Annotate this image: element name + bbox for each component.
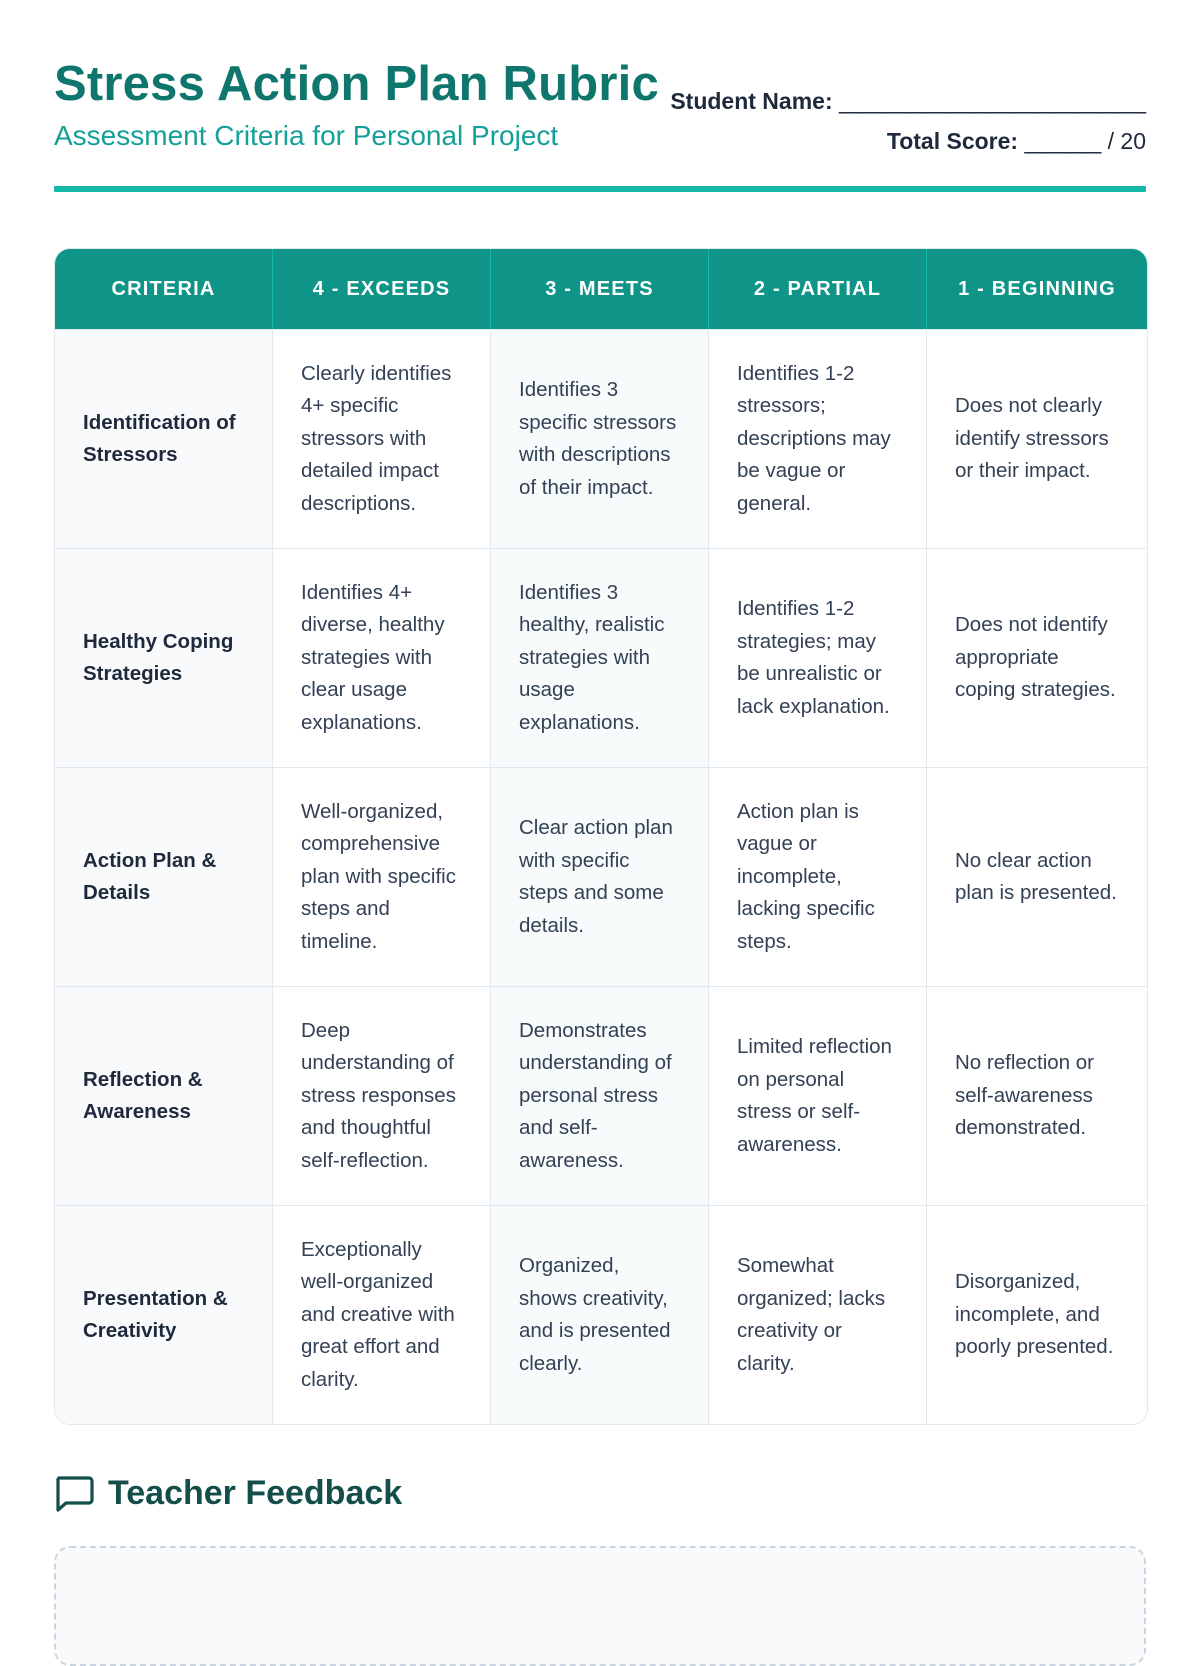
rubric-table bbox=[54, 248, 1148, 1425]
table-row bbox=[55, 1205, 1147, 1424]
column-header-partial: 2 - PARTIAL bbox=[709, 249, 927, 329]
feedback-title: Teacher Feedback bbox=[108, 1474, 403, 1512]
meets-cell: Identifies 3 specific stressors with descriptions of their impact. bbox=[491, 330, 709, 548]
partial-cell: Identifies 1-2 stressors; descriptions may be vague or general. bbox=[709, 330, 927, 548]
beginning-cell: Does not clearly identify stressors or their impact. bbox=[927, 330, 1147, 548]
column-header-meets: 3 - MEETS bbox=[491, 249, 709, 329]
beginning-cell: Disorganized, incomplete, and poorly presented. bbox=[927, 1206, 1147, 1424]
criterion-cell: Action Plan & Details bbox=[55, 768, 273, 986]
total-score-max: / 20 bbox=[1107, 128, 1146, 154]
page-subtitle: Assessment Criteria for Personal Project bbox=[54, 120, 559, 151]
total-score-label: Total Score: bbox=[886, 128, 1019, 154]
partial-cell: Action plan is vague or incomplete, lacking specific steps. bbox=[709, 768, 927, 986]
partial-cell: Somewhat organized; lacks creativity or clarity. bbox=[709, 1206, 927, 1424]
beginning-cell: No clear action plan is presented. bbox=[927, 768, 1147, 986]
rubric-header-row bbox=[55, 249, 1147, 329]
feedback-input-area[interactable] bbox=[54, 1546, 1146, 1666]
table-row bbox=[55, 986, 1147, 1205]
column-header-exceeds: 4 - EXCEEDS bbox=[273, 249, 491, 329]
exceeds-cell: Identifies 4+ diverse, healthy strategies with clear usage explanations. bbox=[273, 549, 491, 767]
student-name-label: Student Name: bbox=[670, 88, 833, 114]
beginning-cell: No reflection or self-awareness demonstrated. bbox=[927, 987, 1147, 1205]
exceeds-cell: Clearly identifies 4+ specific stressors with detailed impact descriptions. bbox=[273, 330, 491, 548]
table-row bbox=[55, 767, 1147, 986]
meets-cell: Clear action plan with specific steps and some details. bbox=[491, 768, 709, 986]
table-row bbox=[55, 329, 1147, 548]
exceeds-cell: Exceptionally well-organized and creative with great effort and clarity. bbox=[273, 1206, 491, 1424]
page-header bbox=[54, 0, 1146, 194]
exceeds-cell: Well-organized, comprehensive plan with specific steps and timeline. bbox=[273, 768, 491, 986]
meets-cell: Demonstrates understanding of personal stress and self-awareness. bbox=[491, 987, 709, 1205]
criterion-cell: Healthy Coping Strategies bbox=[55, 549, 273, 767]
beginning-cell: Does not identify appropriate coping strategies. bbox=[927, 549, 1147, 767]
table-row bbox=[55, 548, 1147, 767]
total-score-line bbox=[670, 126, 1146, 166]
partial-cell: Limited reflection on personal stress or self-awareness. bbox=[709, 987, 927, 1205]
column-header-criteria: CRITERIA bbox=[55, 249, 273, 329]
exceeds-cell: Deep understanding of stress responses and thoughtful self-reflection. bbox=[273, 987, 491, 1205]
student-name-field[interactable]: ________________________ bbox=[839, 88, 1146, 114]
page-title: Stress Action Plan Rubric bbox=[54, 57, 659, 111]
total-score-field[interactable]: ______ bbox=[1024, 128, 1102, 154]
meets-cell: Identifies 3 healthy, realistic strategies with usage explanations. bbox=[491, 549, 709, 767]
meets-cell: Organized, shows creativity, and is presented clearly. bbox=[491, 1206, 709, 1424]
partial-cell: Identifies 1-2 strategies; may be unrealistic or lack explanation. bbox=[709, 549, 927, 767]
student-meta bbox=[670, 86, 1146, 166]
message-square-icon bbox=[54, 1475, 94, 1513]
header-divider bbox=[54, 186, 1146, 192]
rubric-page bbox=[54, 0, 1146, 1512]
feedback-heading bbox=[54, 1474, 402, 1513]
criterion-cell: Presentation & Creativity bbox=[55, 1206, 273, 1424]
student-name-line bbox=[670, 86, 1146, 126]
criterion-cell: Reflection & Awareness bbox=[55, 987, 273, 1205]
column-header-beginning: 1 - BEGINNING bbox=[958, 277, 1116, 300]
criterion-cell: Identification of Stressors bbox=[55, 330, 273, 548]
